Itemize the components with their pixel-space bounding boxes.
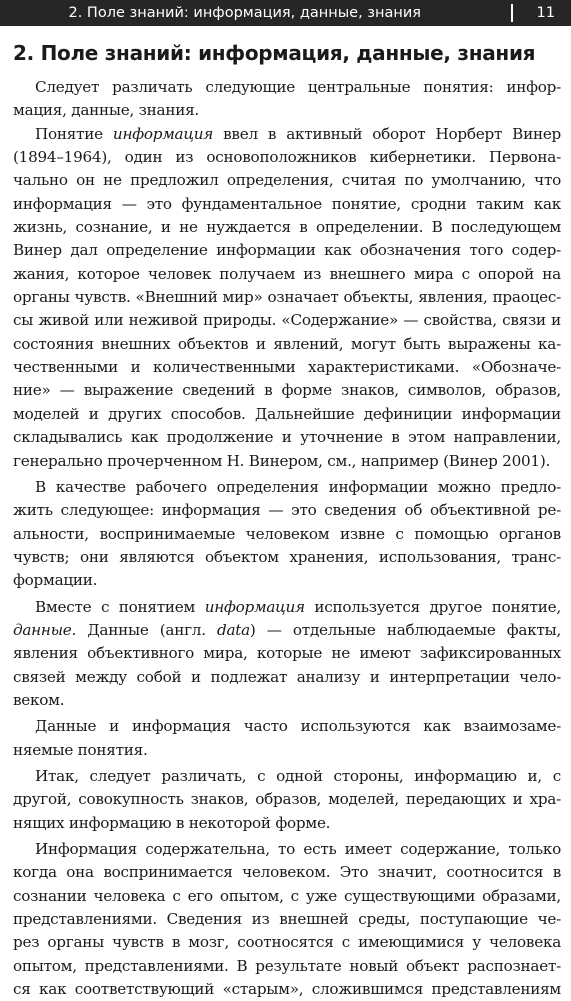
text-line: представлениями. Сведения из внешней среды, поступающие че- (13, 910, 561, 929)
text-line: сознании человека с его опытом, с уже существующими образами, (13, 886, 561, 905)
text-line: рез органы чувств в мозг, соотносятся с имеющимися у человека (13, 933, 561, 952)
running-header-title: 2. Поле знаний: информация, данные, знания (68, 5, 421, 21)
text-line (13, 619, 561, 642)
text-line: сы живой или неживой природы. «Содержание» — свойства, связи и (13, 311, 561, 330)
text-line: нящих информацию в некоторой форме. (13, 813, 331, 832)
text-line: опытом, представлениями. В результате новый объект распознает- (13, 956, 561, 975)
text-line: связей между собой и подлежат анализу и интерпретации чело- (13, 667, 561, 686)
text-line: формации. (13, 571, 98, 590)
text-line: генерально прочерченном Н. Винером, см., например (Винер 2001). (13, 451, 551, 470)
running-header-separator (511, 4, 513, 22)
text-run: Данные (англ. (87, 620, 206, 639)
text-run: ) — отдельные наблюдаемые факты, (249, 620, 561, 639)
text-line: явления объективного мира, которые не имеют зафиксированных (13, 644, 561, 663)
text-line: жания, которое человек получаем из внешнего мира с опорой на (13, 264, 561, 283)
text-line: органы чувств. «Внешний мир» означает объекты, явления, праоцес- (13, 288, 561, 307)
text-line: жить следующее: информация — это сведения об объективной ре- (13, 501, 561, 520)
text-line: (1894–1964), один из основоположников кибернетики. Первона- (13, 148, 561, 167)
text-run: Вместе с понятием (35, 597, 196, 616)
text-run: ввел в активный оборот Норберт Винер (223, 124, 561, 143)
text-line: веком. (13, 690, 65, 709)
text-line: няемые понятия. (13, 740, 148, 759)
term-emphasis: информация (112, 124, 214, 143)
text-line: ся как соответствующий «старым», сложившимся представлениям (13, 980, 561, 999)
body-text (13, 76, 561, 1001)
text-run: Понятие (35, 124, 103, 143)
text-line: альности, воспринимаемые человеком извне с помощью органов (13, 524, 561, 543)
text-line: мация, данные, знания. (13, 101, 199, 120)
text-line (13, 123, 561, 146)
term-emphasis: data (216, 620, 250, 639)
text-line: чувств; они являются объектом хранения, использования, транс- (13, 547, 561, 566)
running-header (0, 0, 571, 26)
text-line: моделей и других способов. Дальнейшие дефиниции информации (13, 404, 561, 423)
text-line: ние» — выражение сведений в форме знаков, символов, образов, (13, 381, 561, 400)
text-line (13, 596, 561, 619)
text-line: складывались как продолжение и уточнение в этом направлении, (13, 428, 561, 447)
text-line: другой, совокупность знаков, образов, моделей, передающих и хра- (13, 790, 561, 809)
text-line: жизнь, сознание, и не нуждается в определении. В последующем (13, 218, 561, 237)
text-line: Итак, следует различать, с одной стороны, информацию и, с (35, 766, 561, 785)
text-line: Данные и информация часто используются как взаимозаме- (35, 717, 561, 736)
text-line: Винер дал определение информации как обозначения того содер- (13, 241, 561, 260)
section-heading: 2. Поле знаний: информация, данные, знания (13, 41, 536, 65)
text-line: чально он не предложил определения, считая по умолчанию, что (13, 171, 561, 190)
text-line: Информация содержательна, то есть имеет содержание, только (35, 840, 561, 858)
term-emphasis: информация (204, 597, 305, 616)
text-line: Следует различать следующие центральные понятия: инфор- (35, 78, 561, 96)
term-emphasis: данные. (13, 620, 77, 639)
text-line: состояния внешних объектов и явлений, могут быть выражены ка- (13, 334, 561, 353)
text-line: В качестве рабочего определения информации можно предло- (35, 477, 561, 496)
page-number: 11 (536, 5, 555, 21)
text-run: используется другое понятие, (314, 597, 561, 616)
text-line: чественными и количественными характеристиками. «Обозначе- (13, 358, 561, 377)
text-line: информация — это фундаментальное понятие, сродни таким как (13, 194, 561, 213)
text-line: когда она воспринимается человеком. Это значит, соотносится в (13, 863, 561, 882)
